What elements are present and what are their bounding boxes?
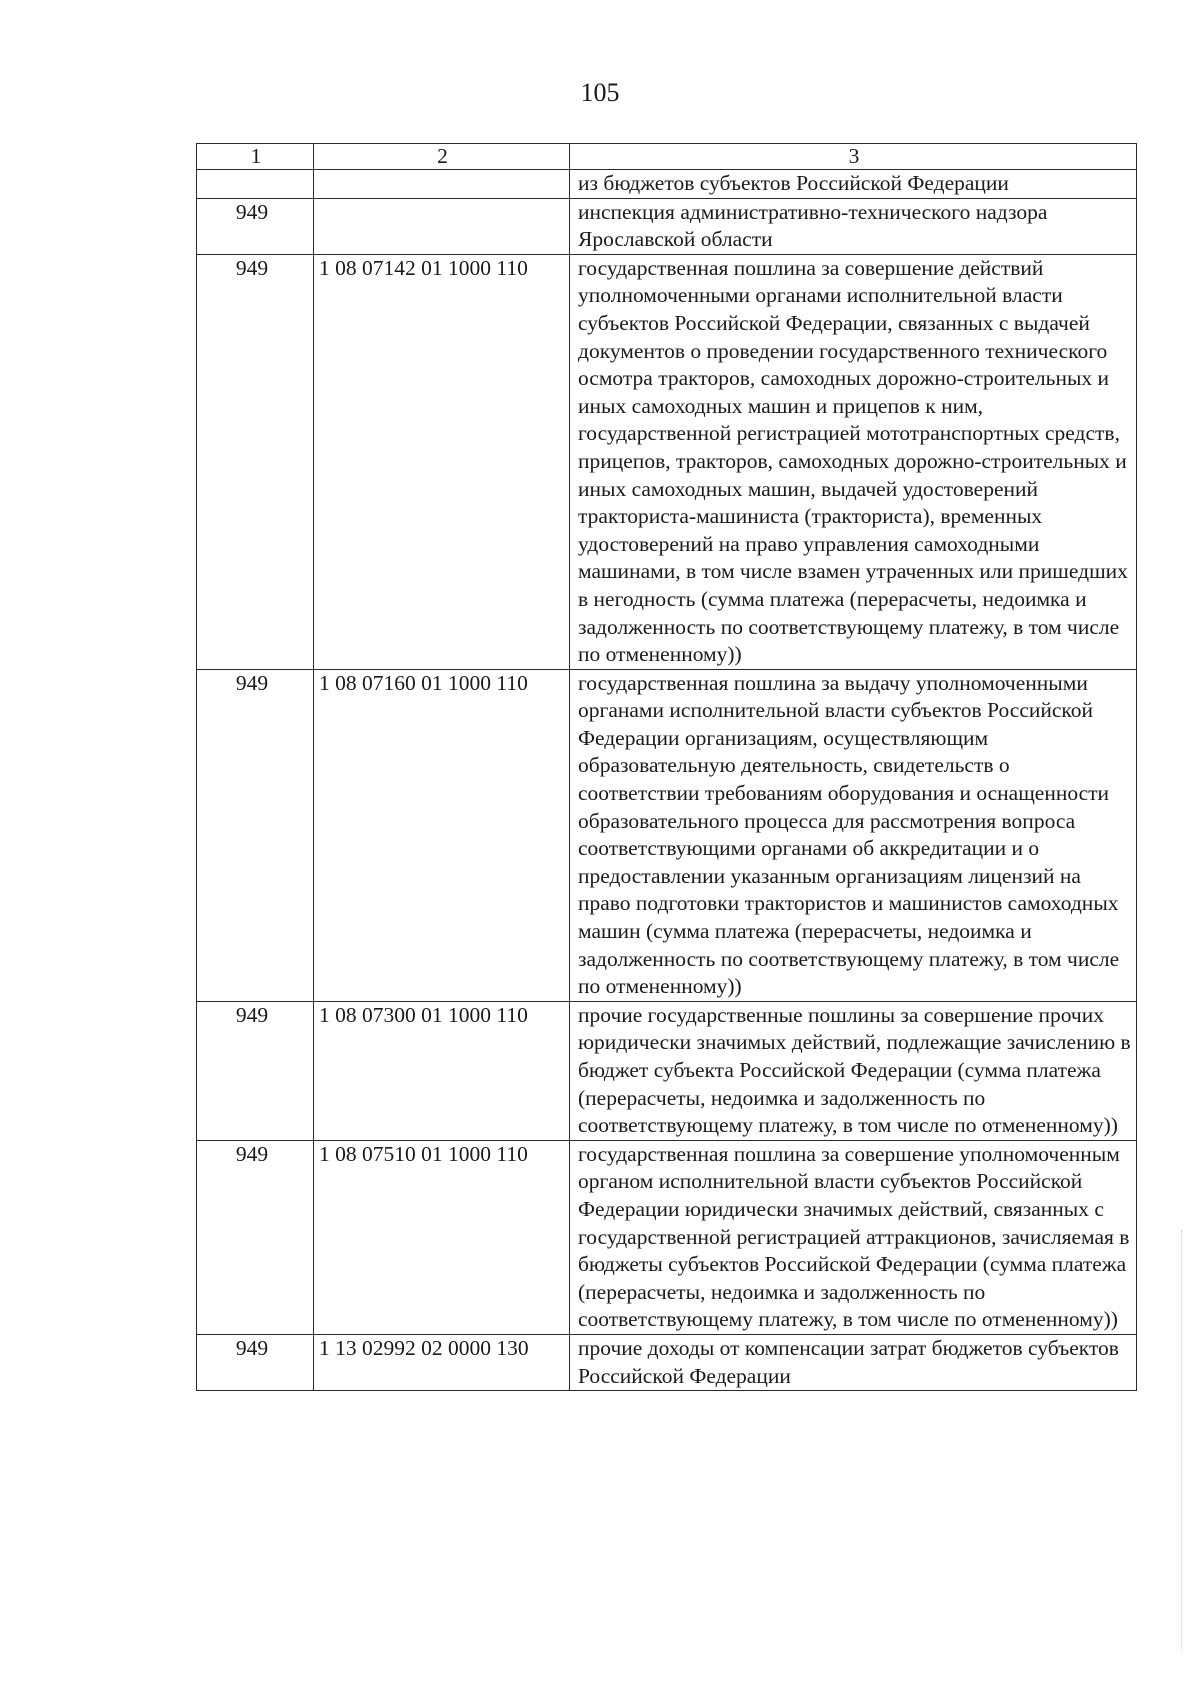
column-header-3: 3 (570, 144, 1137, 170)
admin-code-cell: 949 (197, 669, 314, 1001)
description-cell: государственная пошлина за совершение действий уполномоченными органами исполнительной власти субъектов Российской Федерации, связанных с выдачей документов о проведении государственного технического осмотра тракторов, самоходных дорожно-строительных и иных самоходных машин и прицепов к ним, государственной регистрацией мототранспортных средств, прицепов, тракторов, самоходных дорожно-строительных и иных самоходных машин, выдачей удостоверений тракториста-машиниста (тракториста), временных удостоверений на право управления самоходными машинами, в том числе взамен утраченных или пришедших в негодность (сумма платежа (перерасчеты, недоимка и задолженность по соответствующему платежу, в том числе по отмененному)) (570, 254, 1137, 669)
revenue-code-cell: 1 08 07510 01 1000 110 (314, 1140, 570, 1334)
revenue-code-cell (314, 198, 570, 254)
table-row (197, 1140, 1137, 1334)
page-number: 105 (580, 78, 620, 107)
description-cell: государственная пошлина за выдачу уполномоченными органами исполнительной власти субъектов Российской Федерации организациям, осуществляющим образовательную деятельность, свидетельств о соответствии требованиям оборудования и оснащенности образовательного процесса для рассмотрения вопроса соответствующими органами об аккредитации и о предоставлении указанным организациям лицензий на право подготовки трактористов и машинистов самоходных машин (сумма платежа (перерасчеты, недоимка и задолженность по соответствующему платежу, в том числе по отмененному)) (570, 669, 1137, 1001)
admin-code-cell (197, 170, 314, 199)
revenue-code-cell (314, 170, 570, 199)
admin-code-cell: 949 (197, 1001, 314, 1140)
table-row (197, 669, 1137, 1001)
admin-code-cell: 949 (197, 1334, 314, 1390)
revenue-code-cell: 1 13 02992 02 0000 130 (314, 1334, 570, 1390)
table-header-row (197, 144, 1137, 170)
table-row (197, 198, 1137, 254)
table-row (197, 1001, 1137, 1140)
admin-code-cell: 949 (197, 254, 314, 669)
description-cell: инспекция административно-технического надзора Ярославской области (570, 198, 1137, 254)
description-cell: из бюджетов субъектов Российской Федерации (570, 170, 1137, 199)
description-cell: прочие государственные пошлины за совершение прочих юридически значимых действий, подлежащие зачислению в бюджет субъекта Российской Федерации (сумма платежа (перерасчеты, недоимка и задолженность по соответствующему платежу, в том числе по отмененному)) (570, 1001, 1137, 1140)
table-row (197, 170, 1137, 199)
revenue-code-cell: 1 08 07142 01 1000 110 (314, 254, 570, 669)
revenue-codes-table (196, 143, 1137, 1391)
table-row (197, 254, 1137, 669)
admin-code-cell: 949 (197, 1140, 314, 1334)
description-cell: государственная пошлина за совершение уполномоченным органом исполнительной власти субъектов Российской Федерации юридически значимых действий, связанных с государственной регистрацией аттракционов, зачисляемая в бюджеты субъектов Российской Федерации (сумма платежа (перерасчеты, недоимка и задолженность по соответствующему платежу, в том числе по отмененному)) (570, 1140, 1137, 1334)
column-header-2: 2 (314, 144, 570, 170)
revenue-code-cell: 1 08 07160 01 1000 110 (314, 669, 570, 1001)
table-row (197, 1334, 1137, 1390)
description-cell: прочие доходы от компенсации затрат бюджетов субъектов Российской Федерации (570, 1334, 1137, 1390)
revenue-code-cell: 1 08 07300 01 1000 110 (314, 1001, 570, 1140)
admin-code-cell: 949 (197, 198, 314, 254)
scan-margin-artifact (1179, 1230, 1182, 1650)
column-header-1: 1 (197, 144, 314, 170)
